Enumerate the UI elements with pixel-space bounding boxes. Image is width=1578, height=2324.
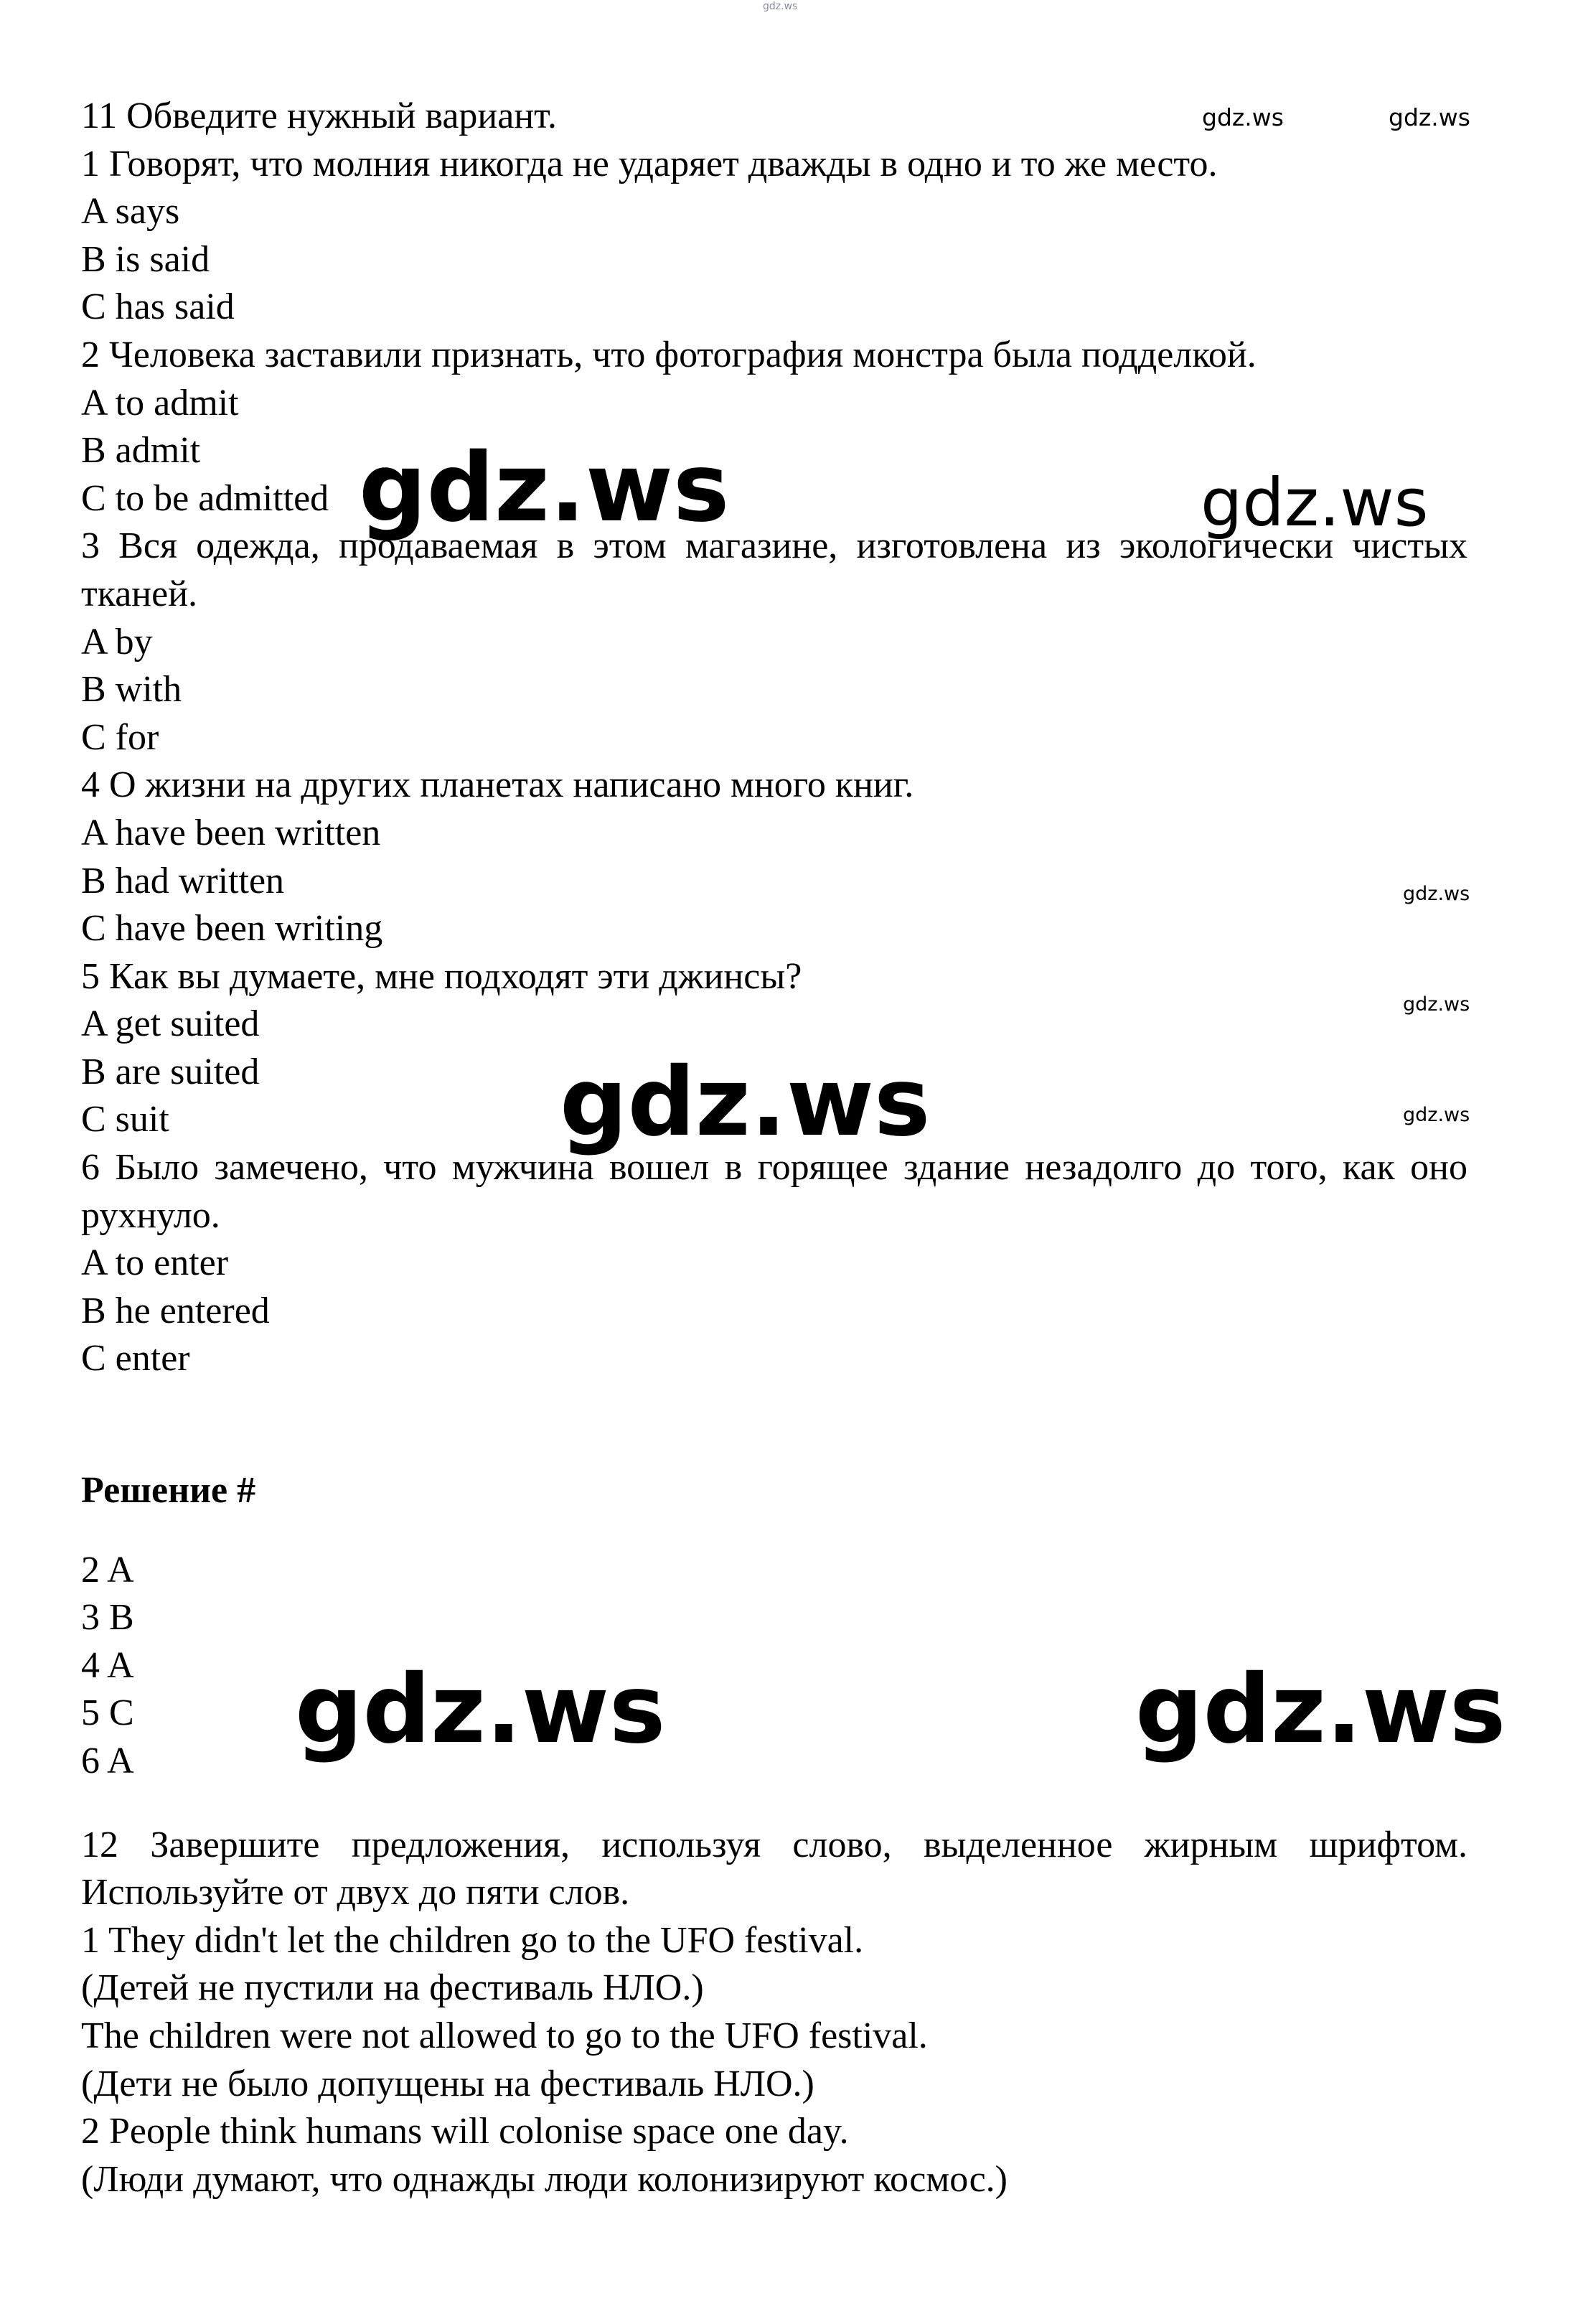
task-12-line: (Детей не пустили на фестиваль НЛО.) — [81, 1967, 704, 2009]
watermark-large: gdz.ws — [295, 1654, 666, 1765]
question-1-option-a: A says — [81, 191, 180, 233]
question-6-option-b: B he entered — [81, 1290, 270, 1331]
watermark-large: gdz.ws — [560, 1047, 931, 1158]
question-4-text: 4 О жизни на других планетах написано много книг. — [81, 764, 914, 806]
watermark-small: gdz.ws — [1202, 103, 1284, 131]
watermark-small: gdz.ws — [1389, 103, 1470, 131]
task-12-line: The children were not allowed to go to the UFO festival. — [81, 2015, 928, 2056]
solution-answer: 3 B — [81, 1597, 134, 1639]
question-4-option-a: A have been written — [81, 812, 381, 853]
spacer — [81, 1383, 1467, 1467]
question-2-option-b: B admit — [81, 430, 201, 472]
question-4-option-c: C have been writing — [81, 908, 383, 950]
task-12-line: 2 People think humans will colonise space one day. — [81, 2111, 849, 2152]
task-12-line: 1 They didn't let the children go to the UFO festival. — [81, 1919, 864, 1961]
solution-answer: 2 A — [81, 1549, 134, 1590]
question-6-text: 6 Было замечено, что мужчина вошел в горящее здание незадолго до того, как оно рухнуло. — [81, 1147, 1467, 1236]
question-5-option-b: B are suited — [81, 1051, 260, 1092]
solution-heading: Решение # — [81, 1470, 256, 1512]
watermark-large: gdz.ws — [1135, 1654, 1506, 1765]
question-3-option-b: B with — [81, 669, 182, 711]
watermark-tiny: gdz.ws — [1403, 993, 1470, 1016]
watermark-top: gdz.ws — [763, 1, 798, 12]
spacer — [81, 1786, 1467, 1822]
question-2-option-a: A to admit — [81, 382, 239, 423]
question-3-option-a: A by — [81, 621, 153, 662]
question-2-text: 2 Человека заставили признать, что фотография монстра была подделкой. — [81, 334, 1257, 375]
question-1-option-b: B is said — [81, 238, 210, 280]
solution-answer: 6 A — [81, 1740, 134, 1781]
solution-answer: 4 A — [81, 1644, 134, 1686]
watermark-tiny: gdz.ws — [1403, 883, 1470, 905]
watermark-medium: gdz.ws — [1201, 464, 1429, 541]
question-2-option-c: C to be admitted — [81, 477, 329, 519]
question-1-text: 1 Говорят, что молния никогда не ударяет дважды в одно и то же место. — [81, 143, 1218, 184]
question-6-option-a: A to enter — [81, 1242, 229, 1284]
question-3-option-c: C for — [81, 716, 159, 758]
question-5-option-c: C suit — [81, 1099, 169, 1140]
question-5-option-a: A get suited — [81, 1003, 260, 1045]
question-5-text: 5 Как вы думаете, мне подходят эти джинсы? — [81, 955, 802, 997]
watermark-large: gdz.ws — [359, 433, 730, 543]
question-1-option-c: C has said — [81, 286, 235, 328]
watermark-tiny: gdz.ws — [1403, 1104, 1470, 1126]
task-12-title: 12 Завершите предложения, используя слово, выделенное жирным шрифтом. Используйте от двух до пяти слов. — [81, 1824, 1467, 1913]
question-4-option-b: B had written — [81, 860, 285, 901]
task-12-line: (Дети не было допущены на фестиваль НЛО.) — [81, 2063, 814, 2104]
task-12-line: (Люди думают, что однажды люди колонизируют космос.) — [81, 2158, 1008, 2200]
solution-answer: 5 C — [81, 1692, 134, 1734]
question-3-text: 3 Вся одежда, продаваемая в этом магазине, изготовлена из экологически чистых тканей. — [81, 525, 1467, 614]
spacer — [81, 1515, 1467, 1547]
question-6-option-c: C enter — [81, 1338, 190, 1379]
task-11-title: 11 Обведите нужный вариант. — [81, 95, 557, 136]
